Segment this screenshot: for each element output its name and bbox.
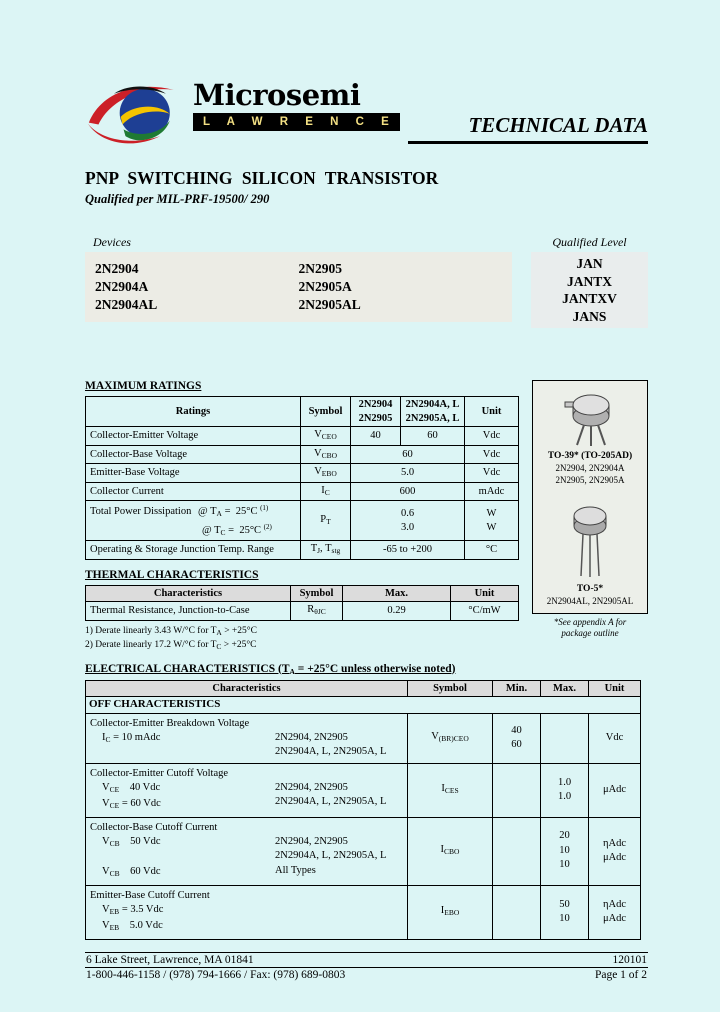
rating-value: 5.0 bbox=[351, 464, 465, 483]
col-2n2904 bbox=[351, 397, 401, 427]
panels-row bbox=[85, 252, 648, 328]
device-line: All Types bbox=[275, 864, 316, 876]
title-sub: A bbox=[289, 666, 295, 676]
device-name: 2N2905AL bbox=[298, 297, 361, 312]
elec-symbol bbox=[408, 713, 493, 763]
qualified-level-box bbox=[531, 252, 648, 328]
cond-sub: A bbox=[216, 509, 222, 518]
max-cell-blank bbox=[541, 713, 589, 763]
cond-pre: V bbox=[102, 781, 110, 793]
cond-pre: @ T bbox=[198, 506, 217, 517]
condition-line bbox=[102, 835, 275, 852]
max-value: 1.0 bbox=[557, 791, 572, 802]
symbol-sub: J bbox=[317, 546, 321, 555]
value-line: 0.6 bbox=[400, 508, 415, 519]
table-row-vcbo bbox=[86, 445, 519, 464]
col-unit: Unit bbox=[451, 585, 519, 602]
rating-value: 60 bbox=[351, 445, 465, 464]
col-2n2904a bbox=[401, 397, 465, 427]
rating-symbol bbox=[301, 501, 351, 541]
rating-label: Emitter-Base Voltage bbox=[86, 464, 301, 483]
col-characteristics: Characteristics bbox=[86, 680, 408, 697]
logo-text bbox=[193, 80, 400, 131]
package2-name: TO-5* bbox=[576, 584, 604, 594]
symbol-base: I bbox=[321, 484, 325, 496]
rating-symbol bbox=[301, 541, 351, 560]
rating-unit bbox=[465, 501, 519, 541]
unit-value: μAdc bbox=[602, 852, 627, 863]
note-2 bbox=[85, 639, 518, 653]
characteristic-title: Emitter-Base Cutoff Current bbox=[90, 889, 210, 901]
symbol-base: I bbox=[440, 844, 445, 856]
rating-unit: mAdc bbox=[465, 482, 519, 501]
symbol-sub: EBO bbox=[321, 469, 337, 478]
col-symbol: Symbol bbox=[291, 585, 343, 602]
note-text: 2) Derate linearly 17.2 W/°C for T bbox=[85, 639, 217, 650]
note-sub: A bbox=[216, 627, 222, 637]
characteristic-title: Collector-Emitter Cutoff Voltage bbox=[90, 767, 229, 779]
max-value: 1.0 bbox=[557, 776, 572, 788]
device-name: 2N2904A bbox=[95, 279, 149, 294]
max-cell bbox=[541, 885, 589, 939]
rating-unit: Vdc bbox=[465, 427, 519, 446]
col-max: Max. bbox=[343, 585, 451, 602]
cond-post: = 60 Vdc bbox=[119, 798, 161, 809]
rating-label bbox=[86, 501, 301, 541]
max-value: 50 bbox=[559, 898, 570, 910]
symbol-sub: EBO bbox=[444, 908, 460, 918]
symbol-sub: stg bbox=[331, 546, 341, 555]
devices-label: Devices bbox=[93, 235, 131, 249]
main-columns bbox=[85, 380, 648, 653]
unit-value: ηAdc bbox=[603, 898, 626, 910]
table-row-vebo bbox=[86, 464, 519, 483]
cond-pre: V bbox=[102, 903, 110, 915]
conditions bbox=[90, 835, 275, 882]
cond-pre: V bbox=[102, 920, 110, 931]
devices-column-2 bbox=[299, 260, 503, 314]
microsemi-logo bbox=[85, 80, 400, 144]
conditions bbox=[90, 903, 275, 936]
min-cell-blank bbox=[493, 763, 541, 817]
unit-cell bbox=[589, 763, 641, 817]
cond-pre: V bbox=[102, 798, 110, 809]
note-text: > +25°C bbox=[221, 639, 257, 650]
symbol-base: V bbox=[313, 447, 322, 459]
elec-row-cb-cutoff bbox=[86, 817, 641, 885]
elec-symbol bbox=[408, 763, 493, 817]
unit-cell bbox=[589, 885, 641, 939]
page-title: PNP SWITCHING SILICON TRANSISTOR bbox=[85, 168, 439, 188]
symbol-sub: C bbox=[324, 487, 330, 497]
value-line: 3.0 bbox=[400, 521, 415, 533]
thermal-title: THERMAL CHARACTERISTICS bbox=[85, 568, 259, 581]
thermal-table bbox=[85, 585, 519, 621]
device-line: 2N2904A, L, 2N2905A, L bbox=[275, 746, 387, 757]
package-footnote bbox=[532, 617, 648, 639]
rating-unit: °C bbox=[465, 541, 519, 560]
symbol-base: V bbox=[431, 731, 439, 743]
device-line: 2N2904, 2N2905 bbox=[275, 731, 348, 743]
table-row-temp-range bbox=[86, 541, 519, 560]
cond-pre: I bbox=[102, 731, 106, 743]
symbol-sub: CEO bbox=[321, 432, 337, 441]
symbol-sub: CES bbox=[444, 786, 459, 796]
cond-sub: EB bbox=[109, 906, 120, 916]
model-line: 2N2905A, L bbox=[405, 412, 460, 424]
spacer bbox=[535, 486, 645, 496]
power-line-1 bbox=[90, 502, 297, 521]
unit-value: μAdc bbox=[602, 783, 627, 795]
doc-type-label: TECHNICAL DATA bbox=[408, 113, 648, 144]
unit-line: W bbox=[486, 508, 497, 519]
rating-unit: Vdc bbox=[465, 464, 519, 483]
table-row-power bbox=[86, 501, 519, 541]
masthead bbox=[85, 80, 648, 144]
characteristic-detail bbox=[90, 731, 404, 760]
max-value: 10 bbox=[559, 913, 570, 924]
title-text: = +25°C unless otherwise noted) bbox=[294, 662, 456, 675]
unit-cell bbox=[589, 713, 641, 763]
package1-devices: 2N2905, 2N2905A bbox=[555, 475, 625, 485]
max-cell bbox=[541, 817, 589, 885]
cond-post: = 10 mAdc bbox=[110, 731, 161, 743]
elec-row-ce-cutoff bbox=[86, 763, 641, 817]
max-value: 10 bbox=[559, 844, 570, 856]
min-cell-blank bbox=[493, 885, 541, 939]
cond-sub: EB bbox=[109, 923, 120, 932]
rating-symbol bbox=[301, 427, 351, 446]
condition-line bbox=[102, 903, 275, 920]
power-label: Total Power Dissipation bbox=[90, 506, 192, 517]
qualified-level: JANS bbox=[572, 308, 607, 324]
package-outline-box bbox=[532, 380, 648, 614]
max-ratings-table bbox=[85, 396, 519, 560]
package2-devices: 2N2904AL, 2N2905AL bbox=[546, 596, 634, 606]
electrical-header bbox=[86, 680, 641, 697]
symbol-base: T bbox=[310, 543, 318, 554]
power-line-2 bbox=[90, 521, 297, 540]
conditions bbox=[90, 731, 275, 760]
model-line: 2N2905 bbox=[358, 412, 393, 424]
min-value: 60 bbox=[511, 739, 522, 750]
device-name: 2N2905 bbox=[298, 261, 342, 276]
characteristic-detail bbox=[90, 903, 404, 936]
elec-row-eb-cutoff bbox=[86, 885, 641, 939]
package1-devices: 2N2904, 2N2904A bbox=[555, 463, 625, 473]
footnote-marker: (2) bbox=[263, 522, 272, 531]
package-column bbox=[532, 380, 648, 653]
thermal-symbol bbox=[291, 602, 343, 621]
page-number: Page 1 of 2 bbox=[594, 968, 647, 981]
cond-sub: C bbox=[220, 527, 226, 537]
max-ratings-header bbox=[86, 397, 519, 427]
to39-package-icon bbox=[558, 389, 622, 447]
device-line: 2N2904A, L, 2N2905A, L bbox=[275, 850, 387, 861]
footer-row-1 bbox=[85, 952, 648, 967]
thermal-header bbox=[86, 585, 519, 602]
rating-value: 60 bbox=[401, 427, 465, 446]
characteristic-cell bbox=[86, 817, 408, 885]
rating-label: Collector Current bbox=[86, 482, 301, 501]
footnote-line: package outline bbox=[561, 628, 619, 638]
characteristic-cell bbox=[86, 763, 408, 817]
rating-value: -65 to +200 bbox=[351, 541, 465, 560]
min-value: 40 bbox=[511, 724, 522, 736]
note-sub: C bbox=[216, 641, 222, 651]
rating-label: Collector-Emitter Voltage bbox=[86, 427, 301, 446]
doc-number: 120101 bbox=[612, 953, 647, 966]
cond-post: 5.0 Vdc bbox=[119, 920, 163, 931]
device-name: 2N2905A bbox=[298, 279, 352, 294]
model-line: 2N2904 bbox=[358, 399, 393, 410]
characteristic-title: Collector-Emitter Breakdown Voltage bbox=[90, 717, 250, 729]
note-text: > +25°C bbox=[221, 625, 257, 636]
thermal-unit: °C/mW bbox=[451, 602, 519, 621]
cond-post: = 25°C bbox=[225, 524, 264, 536]
company-address: 6 Lake Street, Lawrence, MA 01841 bbox=[86, 953, 254, 966]
unit-value: ηAdc bbox=[603, 837, 626, 849]
rating-symbol bbox=[301, 445, 351, 464]
cond-post: 40 Vdc bbox=[119, 781, 161, 793]
min-cell-blank bbox=[493, 817, 541, 885]
max-value: 20 bbox=[559, 830, 570, 842]
cond-pre: @ T bbox=[202, 524, 221, 536]
cond-post: 60 Vdc bbox=[119, 866, 161, 877]
rating-unit: Vdc bbox=[465, 445, 519, 464]
col-min: Min. bbox=[493, 680, 541, 697]
applicable-devices bbox=[275, 835, 404, 882]
device-line: 2N2904, 2N2905 bbox=[275, 835, 348, 847]
max-cell bbox=[541, 763, 589, 817]
electrical-title bbox=[85, 663, 648, 676]
page-subtitle: Qualified per MIL-PRF-19500/ 290 bbox=[85, 192, 270, 206]
electrical-table bbox=[85, 680, 641, 940]
symbol-base: V bbox=[314, 466, 322, 477]
devices-box bbox=[85, 252, 512, 322]
condition-line bbox=[102, 865, 275, 882]
footer-row-2 bbox=[85, 967, 648, 982]
cond-sub: CE bbox=[109, 801, 120, 810]
to5-package-icon bbox=[561, 496, 619, 580]
characteristic-detail bbox=[90, 781, 404, 814]
off-characteristics-label: OFF CHARACTERISTICS bbox=[86, 697, 641, 714]
min-cell bbox=[493, 713, 541, 763]
symbol-base: R bbox=[307, 604, 315, 615]
col-symbol: Symbol bbox=[301, 397, 351, 427]
package1-name: TO-39* (TO-205AD) bbox=[547, 451, 633, 461]
cond-post: 50 Vdc bbox=[119, 835, 161, 847]
max-value: 10 bbox=[559, 859, 570, 871]
ratings-column bbox=[85, 380, 518, 653]
rating-label: Operating & Storage Junction Temp. Range bbox=[86, 541, 301, 560]
qualified-level: JANTX bbox=[566, 273, 612, 289]
rating-symbol bbox=[301, 464, 351, 483]
rating-value: 600 bbox=[351, 482, 465, 501]
symbol-sub: CBO bbox=[444, 847, 460, 857]
elec-symbol bbox=[408, 817, 493, 885]
cond-sub: CE bbox=[109, 784, 120, 794]
conditions bbox=[90, 781, 275, 814]
brand-subname: L A W R E N C E bbox=[193, 113, 400, 131]
symbol-sub: θJC bbox=[314, 607, 326, 616]
company-phone: 1-800-446-1158 / (978) 794-1666 / Fax: (978) 689-0803 bbox=[86, 968, 346, 981]
footnote-marker: (1) bbox=[260, 504, 269, 512]
symbol-sub: (BR)CEO bbox=[438, 734, 469, 744]
device-name: 2N2904AL bbox=[95, 297, 158, 312]
cond-post: = 25°C bbox=[221, 506, 261, 517]
col-ratings: Ratings bbox=[86, 397, 301, 427]
characteristic-detail bbox=[90, 835, 404, 882]
symbol-base: P bbox=[320, 513, 327, 525]
table-row-vceo bbox=[86, 427, 519, 446]
symbol-sub: CBO bbox=[321, 450, 337, 460]
col-symbol: Symbol bbox=[408, 680, 493, 697]
applicable-devices bbox=[275, 731, 404, 760]
rating-label: Collector-Base Voltage bbox=[86, 445, 301, 464]
symbol-sub: T bbox=[326, 516, 331, 526]
symbol-base: I bbox=[441, 783, 445, 795]
rating-value: 40 bbox=[351, 427, 401, 446]
devices-column-1 bbox=[95, 260, 299, 314]
table-row-ic bbox=[86, 482, 519, 501]
cond-post: = 3.5 Vdc bbox=[119, 903, 164, 915]
datasheet-page bbox=[85, 80, 648, 982]
cond-pre: V bbox=[102, 835, 110, 847]
thermal-max: 0.29 bbox=[343, 602, 451, 621]
elec-symbol bbox=[408, 885, 493, 939]
qualified-level-label: Qualified Level bbox=[552, 235, 627, 249]
characteristic-title: Collector-Base Cutoff Current bbox=[90, 821, 218, 833]
col-characteristics: Characteristics bbox=[86, 585, 291, 602]
symbol-base: , T bbox=[320, 543, 332, 554]
symbol-base: V bbox=[314, 429, 322, 440]
applicable-devices bbox=[275, 781, 404, 814]
max-ratings-title: MAXIMUM RATINGS bbox=[85, 380, 202, 392]
thermal-label: Thermal Resistance, Junction-to-Case bbox=[86, 602, 291, 621]
device-line: 2N2904, 2N2905 bbox=[275, 781, 348, 793]
note-1 bbox=[85, 625, 518, 639]
condition-line bbox=[102, 781, 275, 798]
characteristic-cell bbox=[86, 885, 408, 939]
unit-cell bbox=[589, 817, 641, 885]
symbol-base: I bbox=[440, 905, 445, 917]
col-unit: Unit bbox=[589, 680, 641, 697]
condition-line bbox=[102, 919, 275, 936]
qualified-level: JANTXV bbox=[562, 291, 617, 306]
title-text: ELECTRICAL CHARACTERISTICS (T bbox=[85, 662, 290, 675]
col-max: Max. bbox=[541, 680, 589, 697]
model-line: 2N2904A, L bbox=[405, 399, 460, 410]
page-footer bbox=[85, 952, 648, 982]
qualified-level: JAN bbox=[576, 256, 603, 271]
section-row-off-characteristics bbox=[86, 697, 641, 714]
characteristic-cell bbox=[86, 713, 408, 763]
derating-notes bbox=[85, 625, 518, 653]
rating-value bbox=[351, 501, 465, 541]
unit-value: Vdc bbox=[605, 731, 624, 743]
device-line: 2N2904A, L, 2N2905A, L bbox=[275, 796, 387, 807]
cond-sub: CB bbox=[109, 869, 120, 878]
device-name: 2N2904 bbox=[95, 261, 139, 276]
elec-row-breakdown-voltage bbox=[86, 713, 641, 763]
unit-line: W bbox=[486, 521, 497, 533]
microsemi-logo-icon bbox=[85, 80, 191, 144]
col-unit: Unit bbox=[465, 397, 519, 427]
panel-labels bbox=[85, 235, 648, 250]
rating-symbol bbox=[301, 482, 351, 501]
footnote-line: *See appendix A for bbox=[553, 617, 627, 627]
condition-line bbox=[102, 731, 275, 748]
table-row-rthjc bbox=[86, 602, 519, 621]
unit-value: μAdc bbox=[602, 913, 627, 924]
cond-pre: V bbox=[102, 866, 110, 877]
note-text: 1) Derate linearly 3.43 W/°C for T bbox=[85, 625, 217, 636]
cond-sub: CB bbox=[109, 838, 120, 848]
brand-name: Microsemi bbox=[193, 78, 361, 112]
condition-line bbox=[102, 797, 275, 814]
cond-sub: C bbox=[105, 734, 111, 744]
